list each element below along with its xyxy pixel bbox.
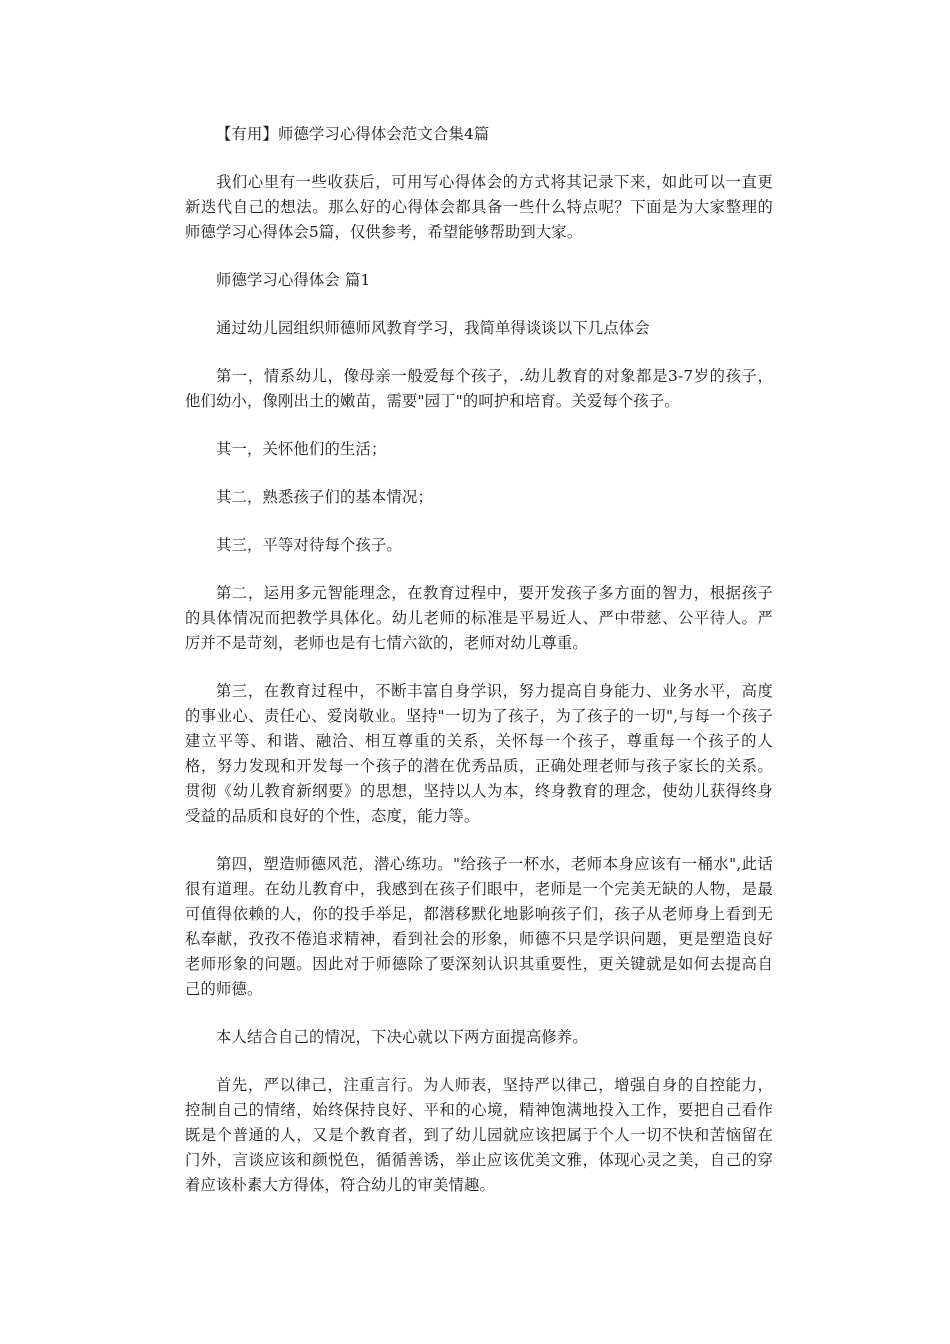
paragraph-gap (185, 462, 773, 485)
paragraph: 本人结合自己的情况，下决心就以下两方面提高修养。 (216, 1028, 588, 1046)
paragraph-gap (185, 656, 773, 679)
paragraph-gap (185, 293, 773, 316)
paragraph: 第一，情系幼儿，像母亲一般爱每个孩子，.幼儿教育的对象都是3-7岁的孩子，他们幼小，像刚出土的嫩苗，需要"园丁"的呵护和培育。关爱每个孩子。 (185, 367, 773, 410)
paragraph: 其二，熟悉孩子们的基本情况； (216, 488, 433, 506)
paragraph-gap (185, 558, 773, 581)
paragraph: 其三，平等对待每个孩子。 (216, 536, 402, 554)
document-page (185, 122, 773, 1198)
paragraph: 其一，关怀他们的生活； (216, 440, 387, 458)
paragraph: 第三，在教育过程中，不断丰富自身学识，努力提高自身能力、业务水平，高度的事业心、责任心、爱岗敬业。坚持"一切为了孩子，为了孩子的一切",与每一个孩子建立平等、和谐、融洽、相互尊重的关系，关怀每一个孩子，尊重每一个孩子的人格，努力发现和开发每一个孩子的潜在优秀品质，正确处理老师与孩子家长的关系。贯彻《幼儿教育新纲要》的思想，坚持以人为本，终身教育的理念，使幼儿获得终身受益的品质和良好的个性，态度，能力等。 (185, 682, 773, 825)
paragraph-gap (185, 414, 773, 437)
paragraph-intro: 我们心里有一些收获后，可用写心得体会的方式将其记录下来，如此可以一直更新迭代自己的想法。那么好的心得体会都具备一些什么特点呢？下面是为大家整理的师德学习心得体会5篇，仅供参考，希望能够帮助到大家。 (185, 173, 773, 241)
section-heading: 师德学习心得体会 篇1 (216, 271, 371, 289)
paragraph-gap (185, 510, 773, 533)
paragraph: 第四，塑造师德风范，潜心练功。"给孩子一杯水，老师本身应该有一桶水",此话很有道理。在幼儿教育中，我感到在孩子们眼中，老师是一个完美无缺的人物，是最可值得依赖的人，你的投手举足，都潜移默化地影响孩子们，孩子从老师身上看到无私奉献，孜孜不倦追求精神，看到社会的形象，师德不只是学识问题，更是塑造良好老师形象的问题。因此对于师德除了要深刻认识其重要性，更关键就是如何去提高自己的师德。 (185, 855, 773, 998)
paragraph-gap (185, 1002, 773, 1025)
paragraph: 第二，运用多元智能理念，在教育过程中，要开发孩子多方面的智力，根据孩子的具体情况而把教学具体化。幼儿老师的标准是平易近人、严中带慈、公平待人。严厉并不是苛刻，老师也是有七情六欲的，老师对幼儿尊重。 (185, 584, 773, 652)
paragraph-gap (185, 341, 773, 364)
paragraph-gap (185, 1050, 773, 1073)
paragraph: 首先，严以律己，注重言行。为人师表，坚持严以律己，增强自身的自控能力，控制自己的情绪，始终保持良好、平和的心境，精神饱满地投入工作，要把自己看作既是个普通的人，又是个教育者，到了幼儿园就应该把属于个人一切不快和苦恼留在门外，言谈应该和颜悦色，循循善诱，举止应该优美文雅，体现心灵之美，自己的穿着应该朴素大方得体，符合幼儿的审美情趣。 (185, 1076, 773, 1194)
paragraph-gap (185, 829, 773, 852)
paragraph-gap (185, 147, 773, 170)
document-title: 【有用】师德学习心得体会范文合集4篇 (216, 125, 490, 143)
paragraph-gap (185, 245, 773, 268)
paragraph: 通过幼儿园组织师德师风教育学习，我简单得谈谈以下几点体会 (216, 319, 650, 337)
